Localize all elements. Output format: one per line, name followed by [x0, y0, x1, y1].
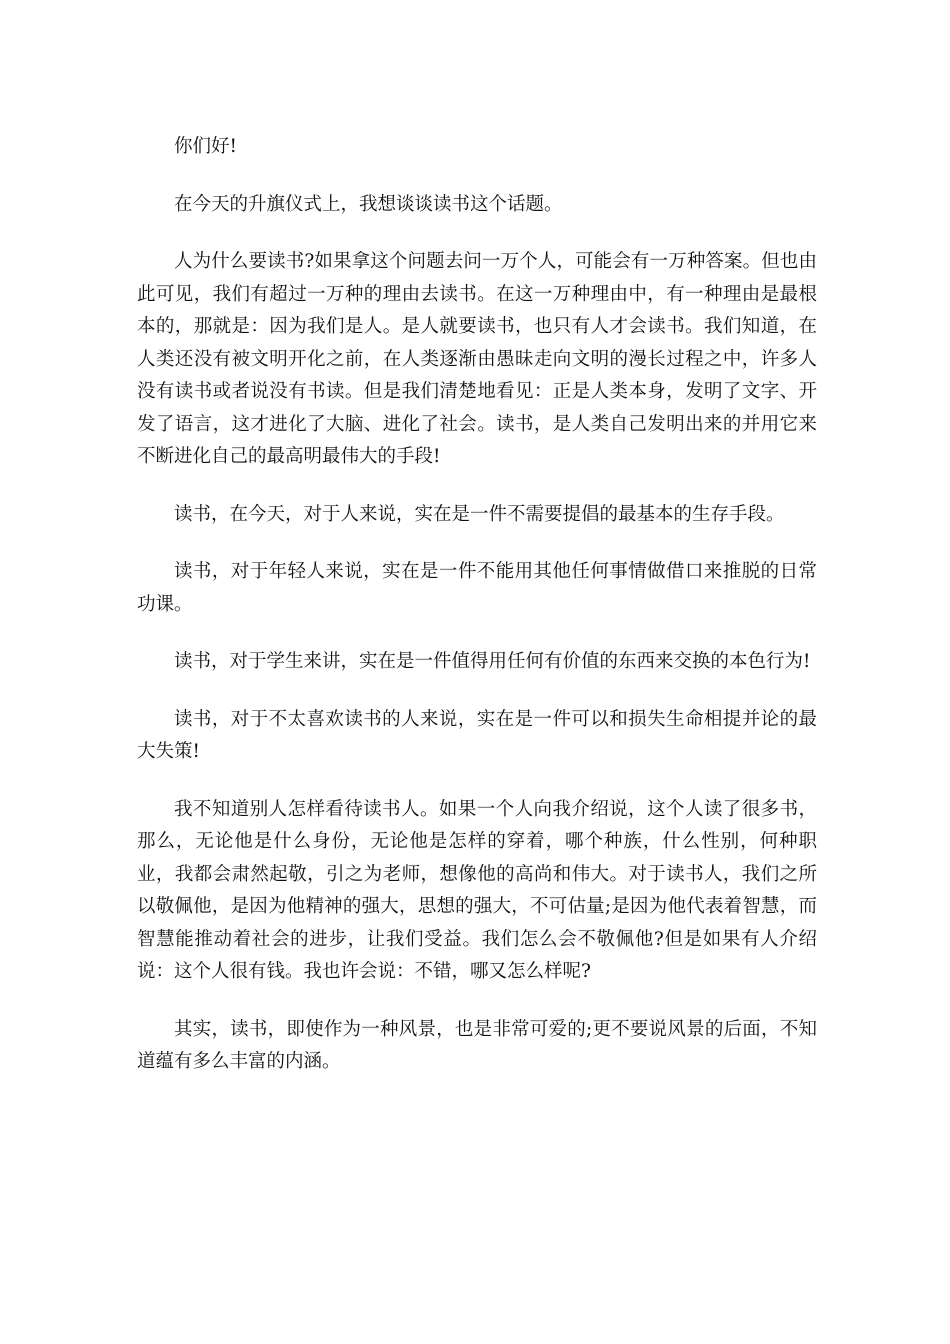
greeting-paragraph: 你们好! — [174, 136, 237, 157]
students-paragraph: 读书，对于学生来讲，实在是一件值得用任何有价值的东西来交换的本色行为! — [174, 651, 811, 672]
document-body — [137, 131, 817, 1079]
young-people-paragraph: 读书，对于年轻人来说，实在是一件不能用其他任何事情做借口来推脱的日常功课。 — [137, 561, 817, 615]
non-readers-paragraph: 读书，对于不太喜欢读书的人来说，实在是一件可以和损失生命相提并论的最大失策! — [137, 708, 817, 762]
why-read-paragraph: 人为什么要读书?如果拿这个问题去问一万个人，可能会有一万种答案。但也由此可见，我们有超过一万种的理由去读书。在这一万种理由中，有一种理由是最根本的，那就是：因为我们是人。是人就要读书，也只有人才会读书。我们知道，在人类还没有被文明开化之前，在人类逐渐由愚昧走向文明的漫长过程之中，许多人没有读书或者说没有书读。但是我们清楚地看见：正是人类本身，发明了文字、开发了语言，这才进化了大脑、进化了社会。读书，是人类自己发明出来的并用它来不断进化自己的最高明最伟大的手段! — [137, 251, 817, 467]
scenery-paragraph: 其实，读书，即使作为一种风景，也是非常可爱的;更不要说风景的后面，不知道蕴有多么丰富的内涵。 — [137, 1018, 817, 1072]
respect-readers-paragraph: 我不知道别人怎样看待读书人。如果一个人向我介绍说，这个人读了很多书，那么，无论他是什么身份，无论他是怎样的穿着，哪个种族，什么性别，何种职业，我都会肃然起敬，引之为老师，想像他的高尚和伟大。对于读书人，我们之所以敬佩他，是因为他精神的强大，思想的强大，不可估量;是因为他代表着智慧，而智慧能推动着社会的进步，让我们受益。我们怎么会不敬佩他?但是如果有人介绍说：这个人很有钱。我也许会说：不错，哪又怎么样呢? — [137, 798, 817, 982]
intro-paragraph: 在今天的升旗仪式上，我想谈谈读书这个话题。 — [174, 193, 563, 215]
survival-paragraph: 读书，在今天，对于人来说，实在是一件不需要提倡的最基本的生存手段。 — [174, 503, 785, 525]
